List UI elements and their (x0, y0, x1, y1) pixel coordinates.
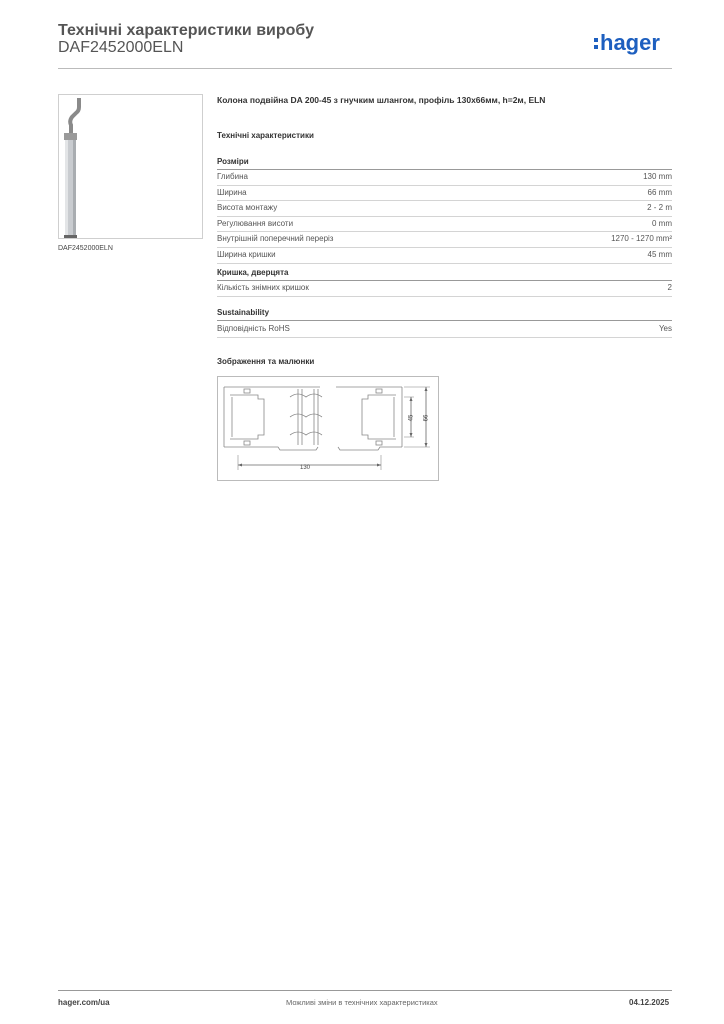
thumbnail-caption: DAF2452000ELN (58, 245, 113, 252)
tech-heading: Технічні характеристики (217, 131, 314, 140)
product-code: DAF2452000ELN (58, 39, 184, 56)
logo-text: hager (600, 30, 660, 55)
group-heading (217, 268, 672, 277)
table-row (217, 217, 672, 233)
row-value: 45 mm (647, 249, 672, 259)
table-row (217, 232, 672, 248)
images-heading: Зображення та малюнки (217, 357, 315, 366)
table-row (217, 170, 672, 186)
dim-height-outer-label: 66 (423, 414, 430, 422)
group-title: Розміри (217, 157, 249, 166)
footer-site-link[interactable]: hager.com/ua (58, 998, 110, 1007)
table-row (217, 201, 672, 217)
sustainability-table (217, 322, 672, 338)
row-value: 0 mm (652, 218, 672, 228)
table-row (217, 281, 672, 297)
row-value: 2 - 2 m (647, 203, 672, 213)
row-value: 1270 - 1270 mm² (611, 234, 672, 244)
row-label: Ширина (217, 187, 247, 197)
table-row (217, 248, 672, 264)
row-label: Висота монтажу (217, 203, 278, 213)
row-label: Внутрішній поперечний переріз (217, 234, 334, 244)
page-title: Технічні характеристики виробу (58, 22, 314, 39)
header-divider (58, 68, 672, 69)
dimensions-table (217, 170, 672, 264)
row-value: 66 mm (647, 187, 672, 197)
product-title: Колона подвійна DA 200-45 з гнучким шлангом, профіль 130х66мм, h=2м, ELN (217, 95, 546, 105)
row-label: Кількість знімних кришок (217, 283, 309, 292)
footer-date: 04.12.2025 (629, 998, 670, 1007)
row-label: Регулювання висоти (217, 218, 294, 228)
table-row (217, 322, 672, 338)
table-row (217, 186, 672, 202)
dim-height-inner-label: 45 (408, 414, 415, 422)
hager-logo (592, 28, 682, 58)
cover-table (217, 281, 672, 297)
product-thumbnail (58, 94, 203, 239)
footer-divider (58, 990, 672, 991)
technical-drawing (217, 376, 439, 481)
dim-width-label: 130 (300, 465, 311, 471)
footer-note: Можливі зміни в технічних характеристиках (286, 998, 438, 1007)
group-heading (217, 157, 672, 166)
row-label: Глибина (217, 172, 248, 181)
row-value: 130 mm (643, 172, 672, 181)
row-value: Yes (658, 324, 672, 333)
group-heading (217, 308, 672, 317)
group-title: Кришка, дверцята (217, 268, 289, 277)
row-label: Відповідність RoHS (217, 324, 290, 333)
row-label: Ширина кришки (217, 249, 276, 259)
row-value: 2 (667, 283, 672, 292)
group-title: Sustainability (217, 308, 270, 317)
